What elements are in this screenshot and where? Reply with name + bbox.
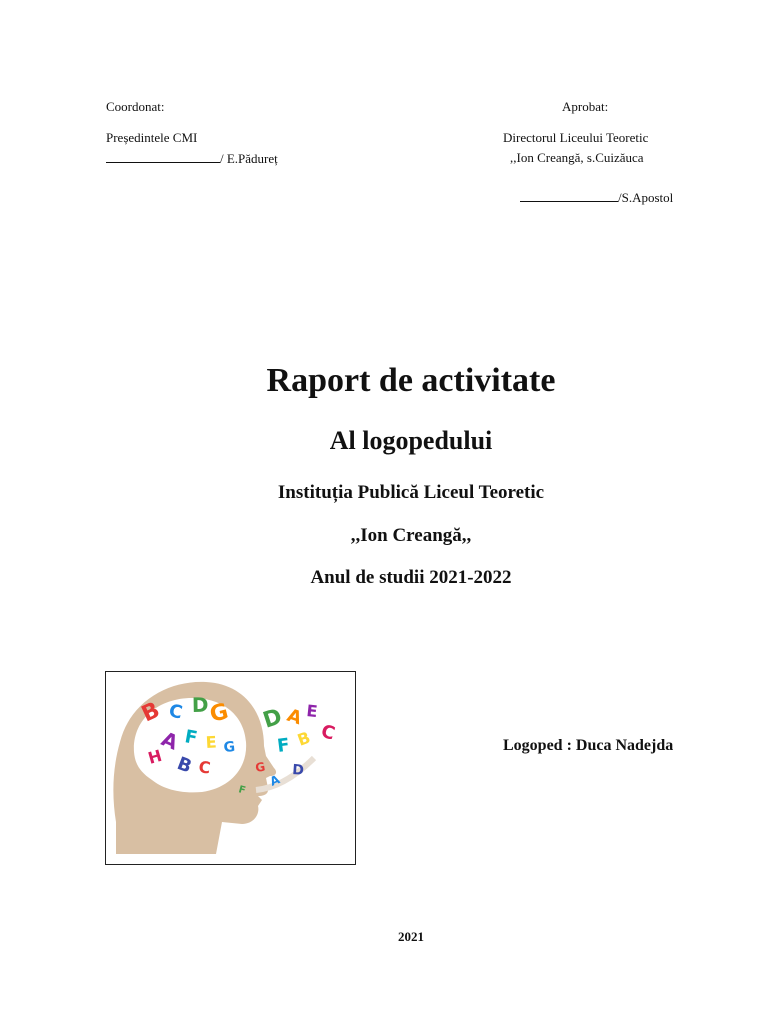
letter-glyph: F — [276, 734, 291, 757]
author-line: Logoped : Duca Nadejda — [503, 737, 674, 754]
approver-name: /S.Apostol — [618, 190, 674, 205]
coordinated-label: Coordonat: — [106, 99, 165, 114]
approver-role: Directorul Liceului Teoretic — [503, 130, 649, 145]
school-name-line: ,,Ion Creangă,, — [350, 525, 472, 546]
letter-glyph: C — [318, 720, 338, 745]
approver-signature — [520, 189, 673, 206]
letter-glyph: D — [291, 762, 305, 779]
letter-glyph: G — [222, 739, 236, 756]
coordinator-signature — [106, 150, 278, 167]
letter-glyph: C — [166, 700, 185, 724]
letter-glyph: A — [158, 726, 182, 755]
letter-glyph: A — [267, 772, 282, 789]
school-year-line: Anul de studii 2021-2022 — [310, 567, 512, 588]
document-year: 2021 — [398, 929, 424, 944]
approved-label: Aprobat: — [562, 99, 609, 114]
letter-glyph: B — [137, 697, 164, 728]
report-title: Raport de activitate — [266, 362, 556, 399]
letter-glyph: F — [183, 726, 199, 750]
letter-glyph: A — [284, 704, 305, 730]
letter-glyph: D — [191, 692, 209, 717]
coordinator-name: / E.Pădureț — [220, 151, 278, 166]
report-subtitle: Al logopedului — [329, 426, 493, 455]
coordinator-role: Președintele CMI — [106, 130, 198, 145]
letter-glyph: B — [294, 727, 313, 750]
approver-institution: ,,Ion Creangă, s.Cuizăuca — [510, 150, 644, 165]
letter-glyph: B — [174, 753, 195, 778]
letter-glyph: E — [305, 701, 319, 722]
signature-line — [520, 189, 618, 202]
letter-glyph: C — [197, 757, 212, 778]
institution-line: Instituția Publică Liceul Teoretic — [277, 482, 545, 503]
letter-glyph: G — [207, 699, 231, 728]
speech-head-illustration — [105, 671, 356, 865]
letter-glyph: E — [205, 732, 218, 752]
letter-glyph: G — [254, 759, 267, 775]
head-with-letters-icon — [106, 672, 355, 864]
letter-glyph: D — [260, 704, 286, 734]
letter-glyph: H — [145, 745, 164, 768]
letter-glyph: F — [237, 784, 247, 797]
signature-line — [106, 150, 220, 163]
